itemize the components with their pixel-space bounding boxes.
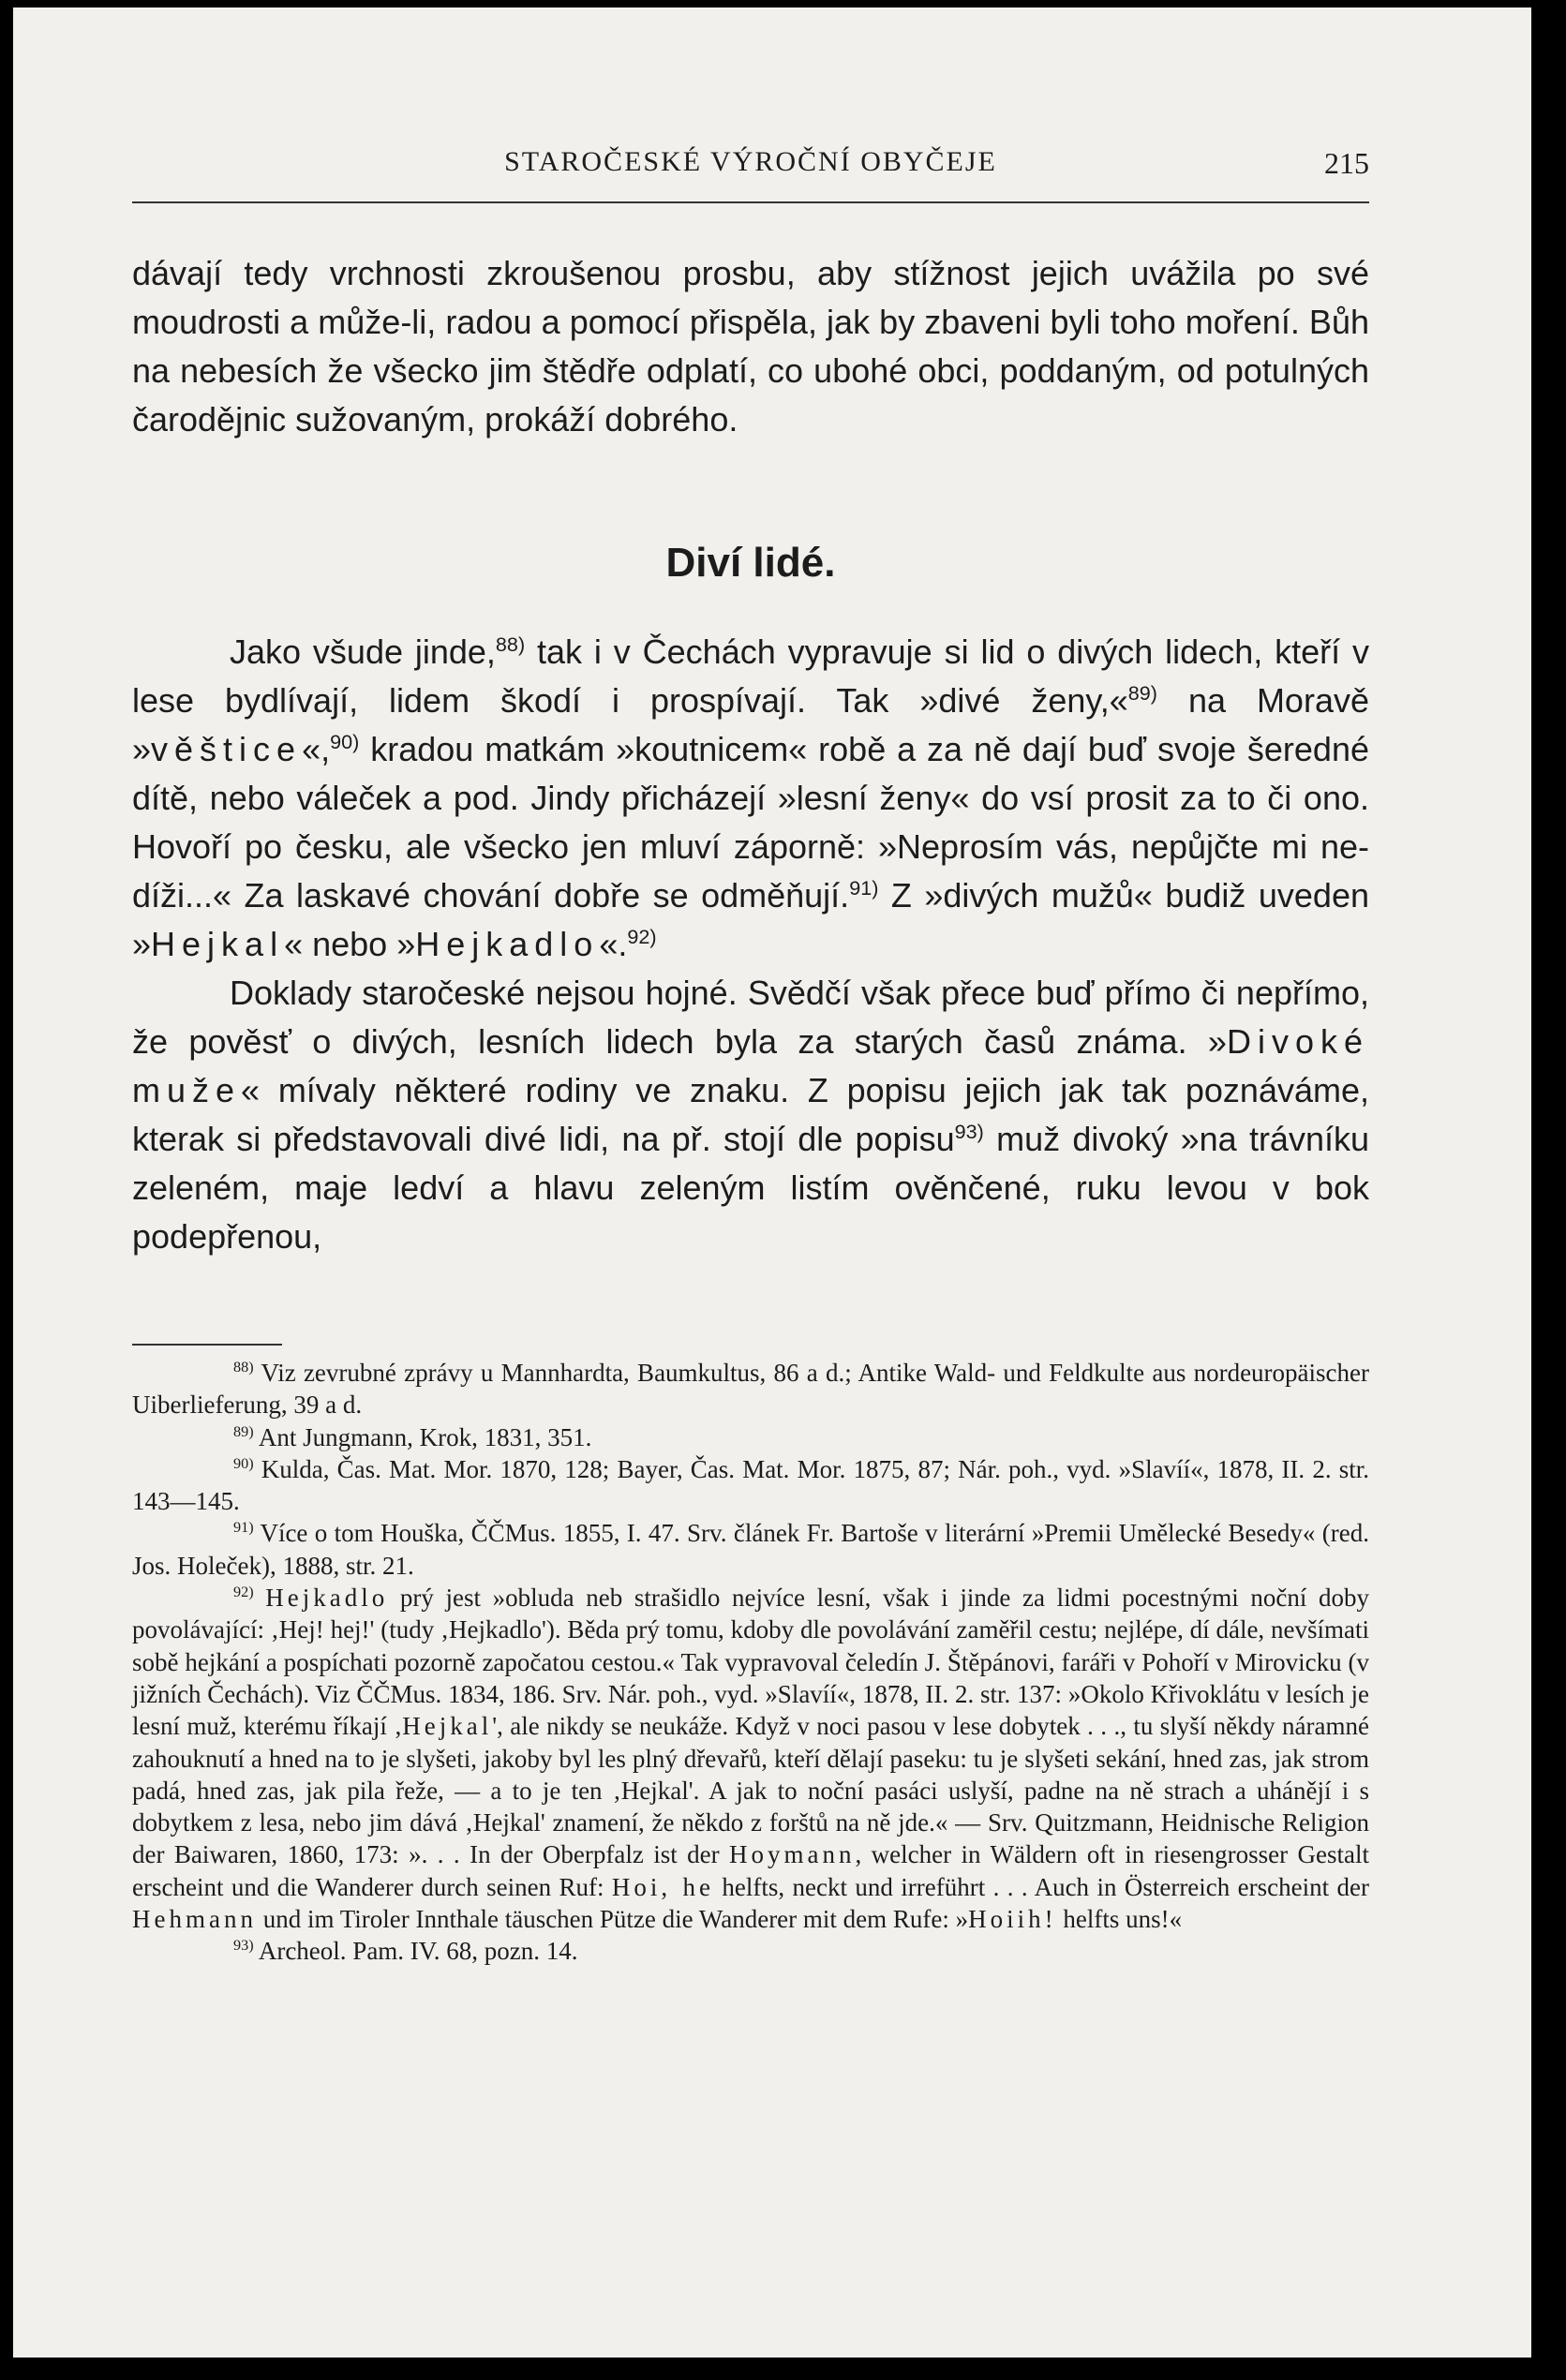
footnote-text: Ant Jungmann, Krok, 1831, 351.: [253, 1422, 592, 1451]
running-title: STAROČESKÉ VÝROČNÍ OBYČEJE: [504, 146, 997, 177]
footnote-text: Kulda, Čas. Mat. Mor. 1870, 128; Bayer, Čas. Mat. Mor. 1875, 87; Nár. poh., vyd. »Slavíí«, 1878, II. 2. str. 143—145.: [132, 1454, 1369, 1516]
footnote-mark: 90): [233, 1454, 254, 1472]
footnote-ref-90: 90): [330, 730, 360, 753]
text-run: kradou matkám »koutnicem« robě a za ně dají buď svoje šeredné dítě, nebo váleček a pod. Jindy přicházejí »lesní ženy« do vsí prosit za to či ono. Hovoří po česku, ale všecko jen mluví záporně: »Neprosím vás, nepůjčte mi ne-díži...« Za laskavé chování dobře se odměňují.: [132, 730, 1369, 915]
paragraph-1: [132, 628, 1369, 969]
text-run: «.: [599, 925, 628, 963]
spaced-term: Hoiih!: [968, 1905, 1057, 1934]
footnote-text: ', ale nikdy se neukáže. Když v noci pasou v lese dobytek . . ., tu slyší někdy náramné zahouknutí a hned na to je slyšeti, jakoby byl les plný dřevařů, kteří dělají paseku: tu je slyšeti sekání, hned zas, jak strom padá, hned zas, jak pila řeže, — a to je ten ‚Hejkal'. A jak to noční pasáci uslyší, padne na ně strach a uhánějí i s dobytkem z lesa, nebo jim dává ‚Hejkal' znamení, že někdo z forštů na ně jde.« — Srv. Quitzmann, Heidnische Religion der Baiwaren, 1860, 173: ». . . In der Oberpfalz ist der: [132, 1712, 1369, 1869]
spaced-term: Hejkal: [151, 925, 285, 963]
footnote-text: , welcher in Wäldern oft in riesengrosser Gestalt erscheint und die Wanderer durch seinen Ruf:: [132, 1840, 1369, 1901]
footnote-93: [132, 1935, 1369, 1967]
text-run: « nebo »: [284, 925, 416, 963]
footnote-mark: 93): [233, 1937, 254, 1955]
footnote-text: [254, 1584, 266, 1612]
spaced-term: Hejkadlo: [265, 1584, 389, 1613]
text-run: Jako všude jinde,: [230, 632, 496, 671]
page-number: 215: [1324, 146, 1369, 180]
footnote-mark: 89): [233, 1422, 254, 1440]
spaced-term: Hejkal: [402, 1712, 493, 1741]
footnotes: [132, 1357, 1369, 1968]
paragraph-2: [132, 969, 1369, 1261]
text-run: muž divoký »na trávníku zeleném, maje ledví a hlavu zeleným listím ověnčené, ruku levou v bok podepřenou,: [132, 1120, 1369, 1256]
spaced-term: věštice: [151, 730, 303, 768]
footnote-ref-88: 88): [495, 632, 526, 656]
footnote-text: prý jest »obluda neb strašidlo nejvíce lesní, však i jinde za lidmi pocestnými noční doby povolávající: ‚Hej! hej!' (tudy ‚Hejkadlo'). Běda prý tomu, kdoby dle povolávání zaměřil cestu; nejlépe, dí dále, nevšímati sobě hejkání a pospíchati pozorně započatou cestou.« Tak vypravoval čeledín J. Štěpánovi, faráři v Pohoří v Mirovicku (v jižních Čechách). Viz ČČMus. 1834, 186. Srv. Nár. poh., vyd. »Slavíí«, 1878, II. 2. str. 137: »Okolo Křivoklátu v lesích je lesní muž, kterému říkají ‚: [132, 1584, 1369, 1741]
text-run: na Moravě »: [132, 681, 1369, 768]
footnote-text: Více o tom Houška, ČČMus. 1855, I. 47. Srv. článek Fr. Bartoše v literární »Premii Umělecké Besedy« (red. Jos. Holeček), 1888, str. 21.: [132, 1519, 1369, 1580]
footnote-mark: 88): [233, 1359, 254, 1376]
footnote-text: Archeol. Pam. IV. 68, pozn. 14.: [253, 1937, 578, 1966]
footnote-mark: 92): [233, 1584, 254, 1601]
footnote-mark: 91): [233, 1519, 254, 1537]
text-run: Doklady staročeské nejsou hojné. Svědčí však přece buď přímo či nepřímo, že pověsť o divých, lesních lidech byla za starých časů známa. »: [132, 974, 1369, 1061]
book-page: [13, 7, 1531, 2358]
footnote-92: [132, 1582, 1369, 1935]
running-header: [132, 146, 1369, 202]
spaced-term: Hoi, he: [611, 1872, 715, 1901]
footnote-text: und im Tiroler Innthale täuschen Pütze die Wanderer mit dem Rufe: »: [256, 1905, 969, 1934]
footnote-89: [132, 1421, 1369, 1453]
section-heading: Diví lidé.: [665, 540, 836, 586]
footnote-ref-93: 93): [954, 1120, 984, 1143]
intro-paragraph: [132, 249, 1369, 444]
spaced-term: Hoymann: [729, 1840, 856, 1869]
text-run: tak i v Čechách vypravuje si lid o divých lidech, kteří v lese bydlívají, lidem škodí i prospívají. Tak »divé ženy,«: [132, 632, 1369, 720]
footnote-ref-91: 91): [849, 876, 879, 900]
footnote-91: [132, 1517, 1369, 1582]
footnote-ref-89: 89): [1127, 681, 1157, 705]
footnote-text: Viz zevrubné zprávy u Mannhardta, Baumkultus, 86 a d.; Antike Wald- und Feldkulte aus nordeuropäischer Uiberlieferung, 39 a d.: [132, 1359, 1369, 1420]
text-run: «,: [302, 730, 331, 768]
footnote-text: helfts uns!«: [1056, 1905, 1183, 1934]
footnote-ref-92: 92): [627, 925, 657, 948]
intro-text: dávají tedy vrchnosti zkroušenou prosbu, aby stížnost jejich uvážila po své moudrosti a může-li, radou a pomocí přispěla, jak by zbaveni byli toho moření. Bůh na nebesích že všecko jim štědře odplatí, co ubohé obci, poddaným, od potulných čarodějnic sužovaným, prokáží dobrého.: [132, 254, 1369, 439]
footnote-rule: [132, 1344, 282, 1346]
text-run: « mívaly některé rodiny ve znaku. Z popisu jejich jak tak poznáváme, kterak si představovali divé lidi, na př. stojí dle popisu: [132, 1071, 1369, 1158]
footnote-90: [132, 1453, 1369, 1518]
header-rule: [132, 201, 1369, 203]
footnote-88: [132, 1357, 1369, 1421]
spaced-term: Hehmann: [132, 1905, 257, 1934]
footnote-text: helfts, neckt und irreführt . . . Auch in Österreich erscheint der: [714, 1872, 1369, 1901]
spaced-term: Divoké muže: [132, 1022, 1369, 1109]
main-text: [132, 628, 1369, 1261]
text-run: Z »divých mužů« budiž uveden »: [132, 876, 1369, 963]
spaced-term: Hejkadlo: [415, 925, 600, 963]
